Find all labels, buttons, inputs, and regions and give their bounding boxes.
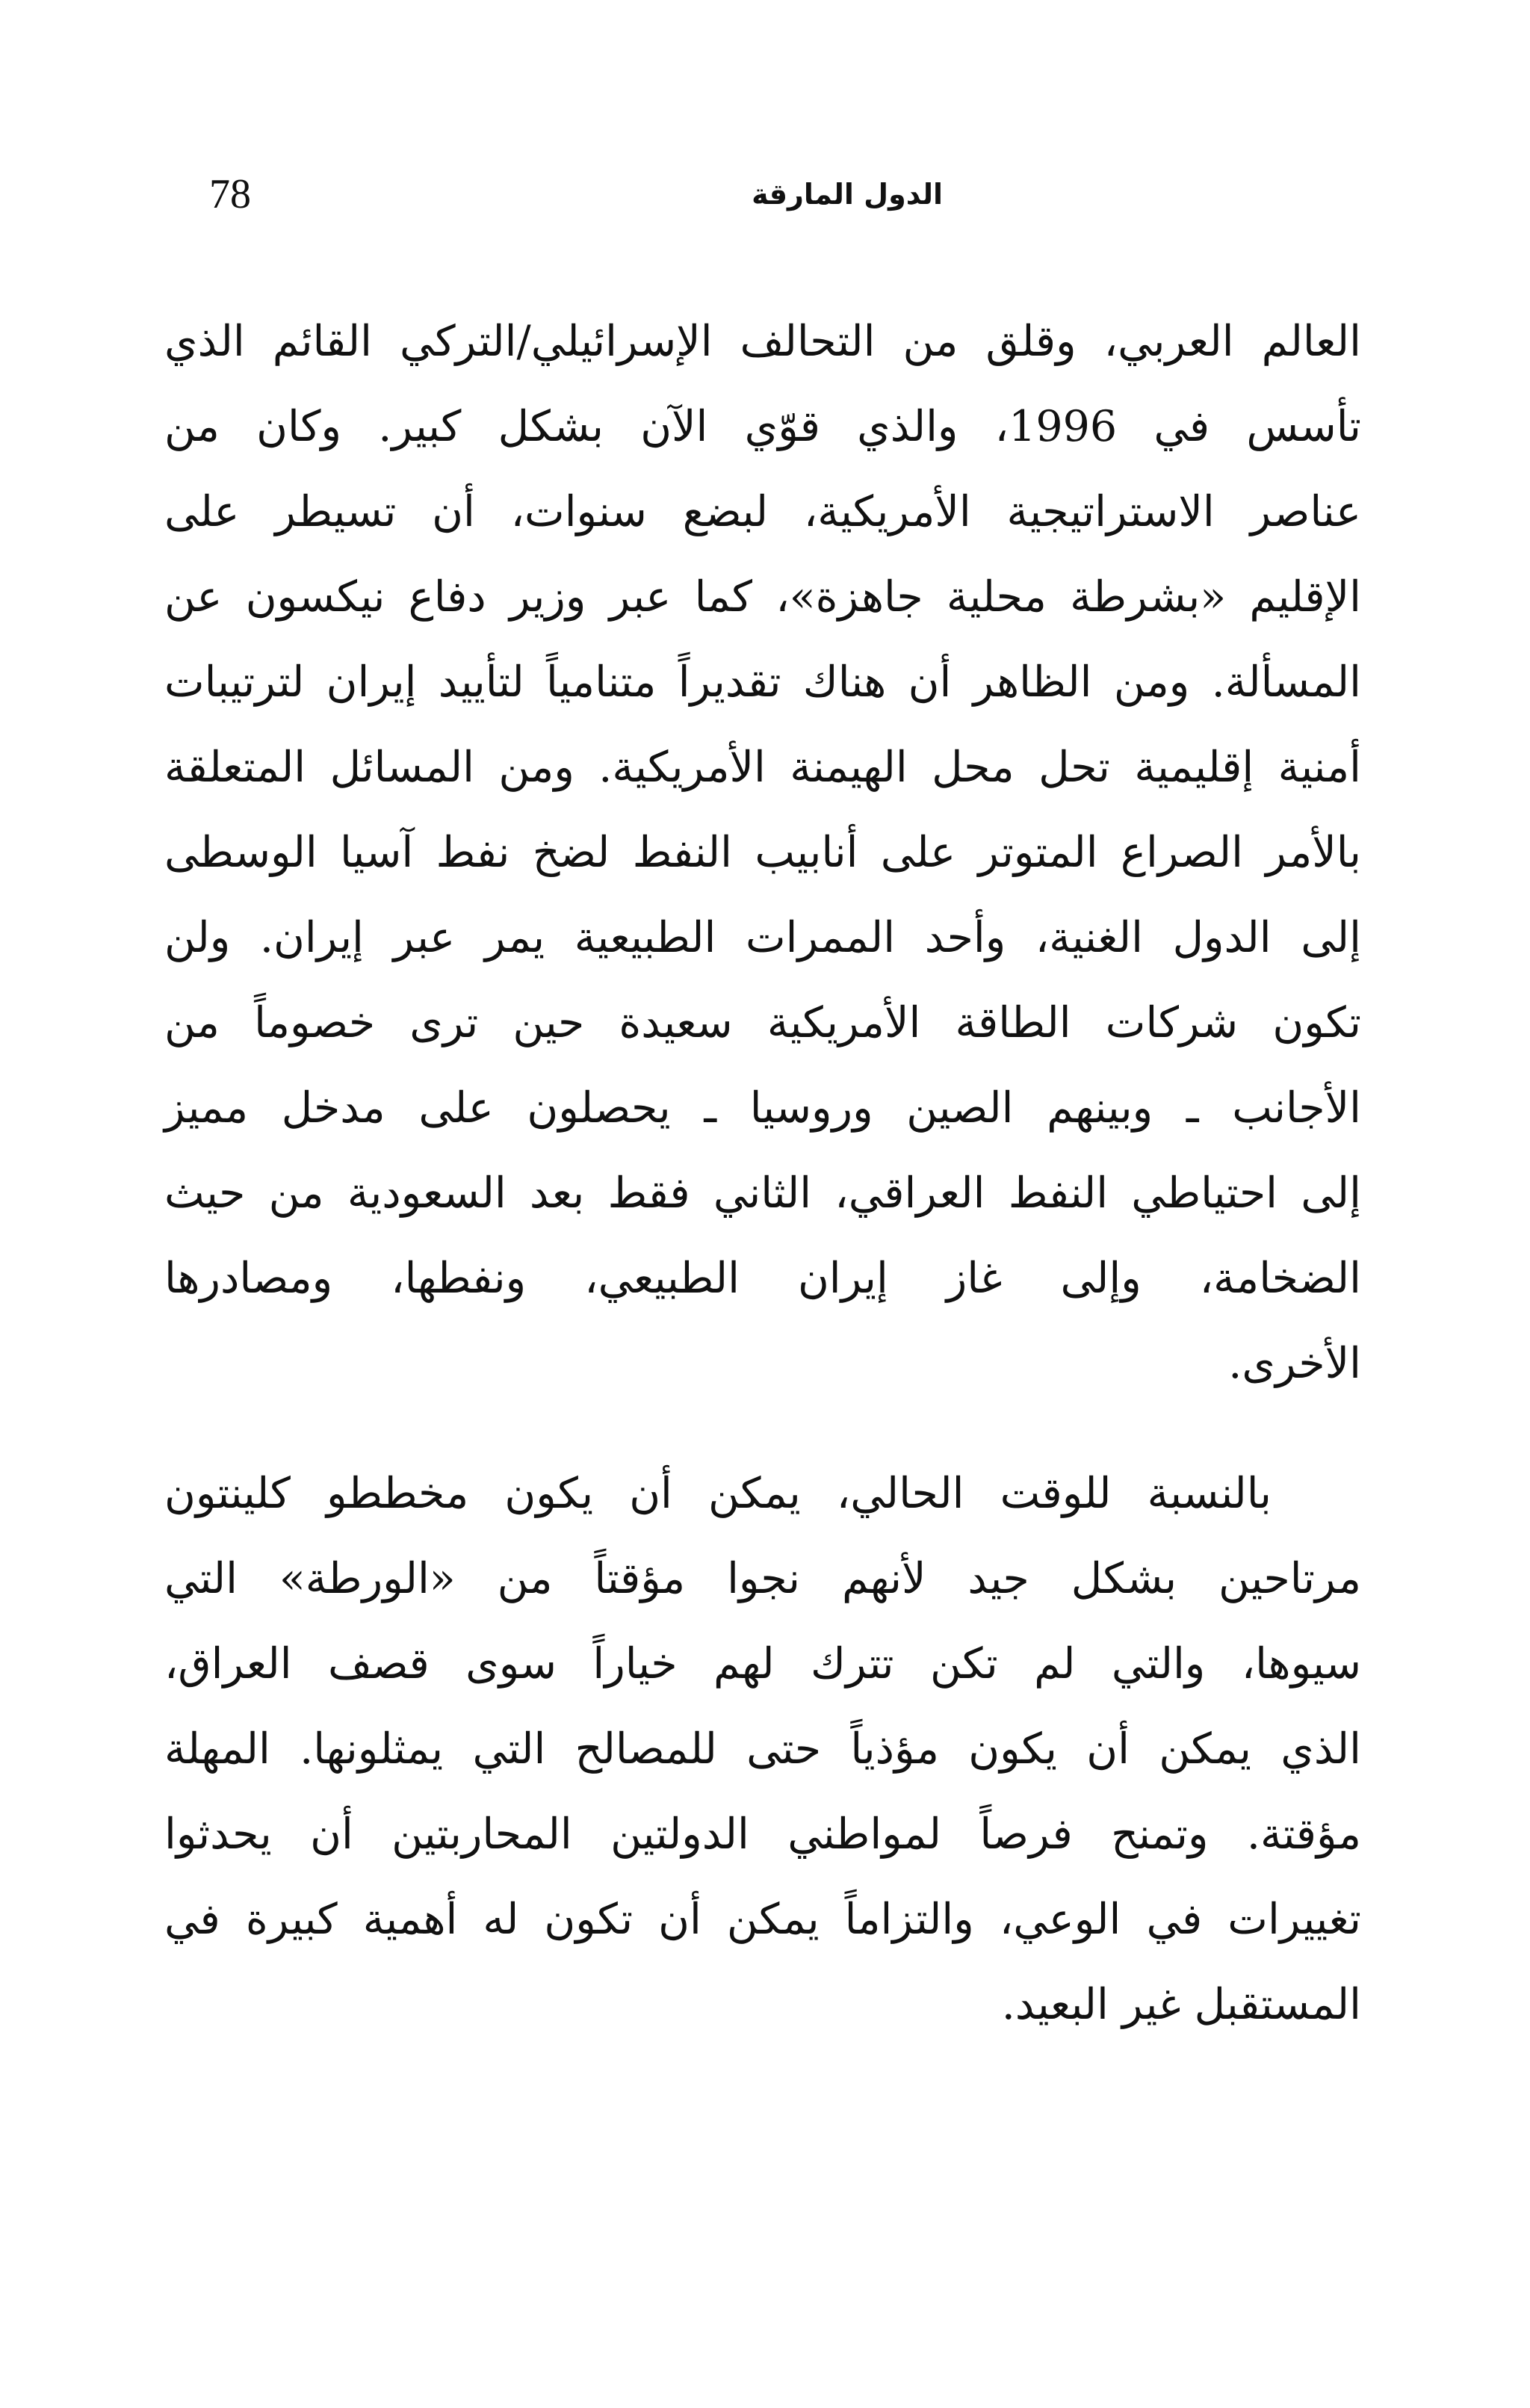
text-line: مؤقتة. وتمنح فرصاً لمواطني الدولتين المحاربتين أن يحدثوا [164, 1810, 1361, 1859]
text-line: الذي يمكن أن يكون مؤذياً حتى للمصالح التي يمثلونها. المهلة [164, 1724, 1361, 1774]
text-line: إلى الدول الغنية، وأحد الممرات الطبيعية يمر عبر إيران. ولن [164, 913, 1361, 962]
text-line: عناصر الاستراتيجية الأمريكية، لبضع سنوات، أن تسيطر على [164, 487, 1361, 536]
text-line: المسألة. ومن الظاهر أن هناك تقديراً متنامياً لتأييد إيران لترتيبات [164, 657, 1361, 707]
page-header [209, 161, 1361, 228]
paragraph [164, 299, 1361, 1406]
text-line: الضخامة، وإلى غاز إيران الطبيعي، ونفطها، ومصادرها [164, 1254, 1361, 1303]
text-line: الأخرى. [1228, 1339, 1361, 1388]
body-text [164, 299, 1361, 2047]
paragraph-gap [164, 1406, 1361, 1451]
text-line: بالنسبة للوقت الحالي، يمكن أن يكون مخططو كلينتون [164, 1469, 1272, 1518]
text-line: تغييرات في الوعي، والتزاماً يمكن أن تكون له أهمية كبيرة في [164, 1895, 1361, 1944]
text-line: بالأمر الصراع المتوتر على أنابيب النفط لضخ نفط آسيا الوسطى [164, 828, 1361, 877]
text-line: العالم العربي، وقلق من التحالف الإسرائيلي/التركي القائم الذي [164, 317, 1361, 366]
text-line: تأسس في 1996، والذي قوّي الآن بشكل كبير. وكان من [164, 402, 1362, 451]
text-line: المستقبل غير البعيد. [1001, 1980, 1361, 2029]
text-line: الأجانب ـ وبينهم الصين وروسيا ـ يحصلون على مدخل مميز [164, 1083, 1361, 1133]
running-title: الدول المارقة [752, 178, 943, 211]
text-line: الإقليم «بشرطة محلية جاهزة»، كما عبر وزير دفاع نيكسون عن [164, 572, 1361, 622]
paragraph [164, 1451, 1361, 2047]
page-number: 78 [209, 171, 251, 217]
text-line: سيوها، والتي لم تكن تترك لهم خياراً سوى قصف العراق، [164, 1639, 1361, 1689]
text-line: أمنية إقليمية تحل محل الهيمنة الأمريكية. ومن المسائل المتعلقة [164, 743, 1361, 792]
text-line: تكون شركات الطاقة الأمريكية سعيدة حين ترى خصوماً من [164, 998, 1361, 1047]
text-line: مرتاحين بشكل جيد لأنهم نجوا مؤقتاً من «الورطة» التي [164, 1554, 1361, 1603]
text-line: إلى احتياطي النفط العراقي، الثاني فقط بعد السعودية من حيث [164, 1169, 1361, 1218]
